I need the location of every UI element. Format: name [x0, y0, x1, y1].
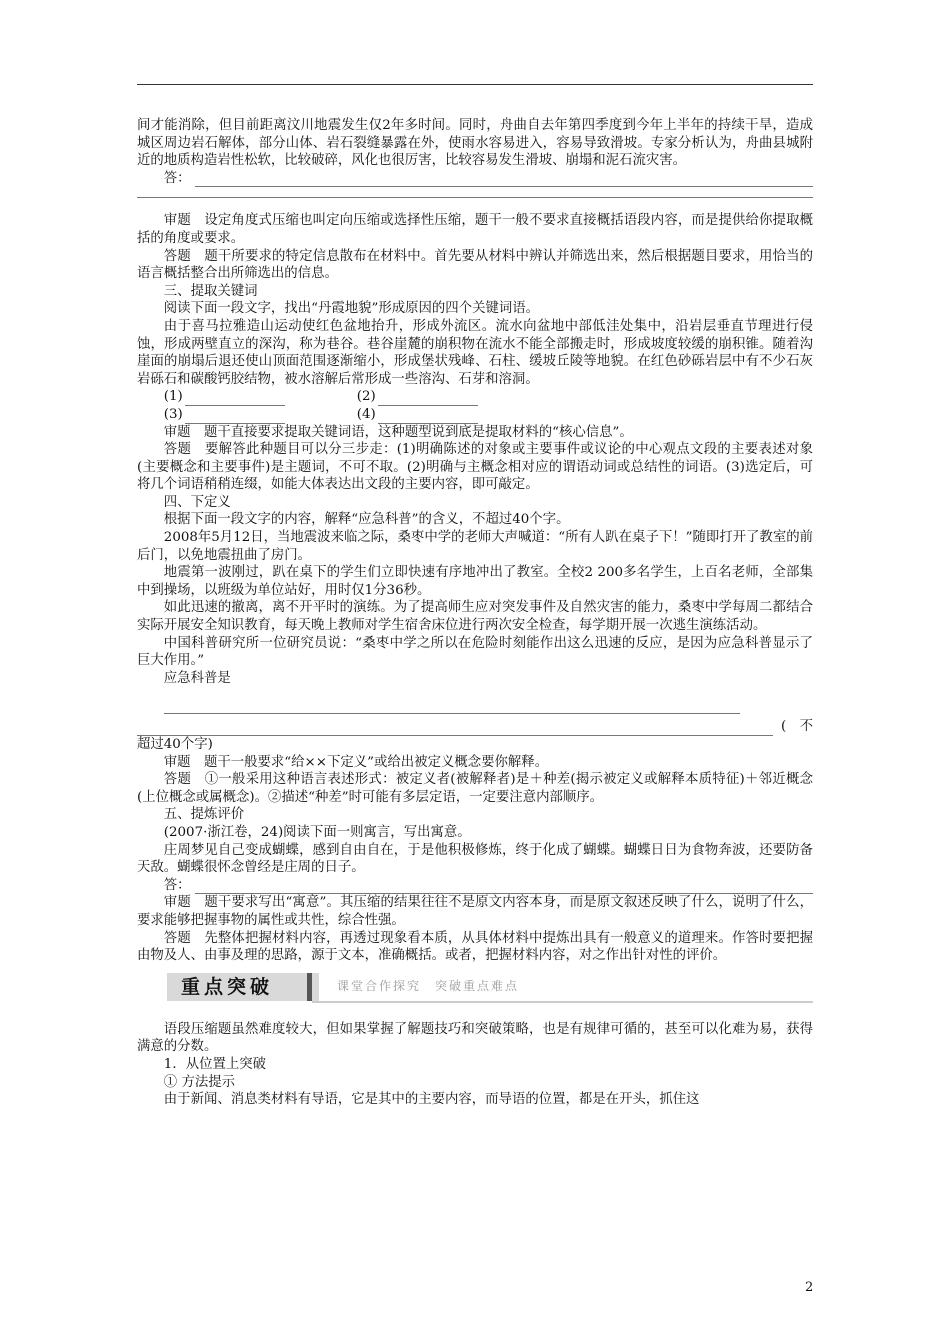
- paragraph: 答题 ①一般采用这种语言表述形式：被定义者(被解释者)是＋种差(揭示被定义或解释本质特征)＋邻近概念(上位概念或属概念)。②描述“种差”时可能有多层定语，一定要注意内部顺序。: [137, 772, 813, 805]
- banner-subtitle: 课堂合作探究 突破重点难点: [337, 978, 520, 993]
- keyword-blank-2[interactable]: [378, 391, 478, 406]
- sub-heading: ① 方法提示: [163, 1074, 236, 1090]
- paragraph: (2007·浙江卷，24)阅读下面一则寓言，写出寓意。: [163, 824, 471, 840]
- keyword-blanks-row-1: [137, 388, 813, 406]
- paragraph: 由于喜马拉雅造山运动使红色盆地抬升，形成外流区。流水向盆地中部低洼处集中，沿岩层垂直节理进行侵蚀，形成两壁直立的深沟，称为巷谷。巷谷崖麓的崩积物在流水不能全部搬走时，形成坡度较缓的崩积锥。随着沟崖面的崩塌后退还使山顶面范围逐渐缩小，形成堡状残峰、石柱、缓坡丘陵等地貌。在红色砂砾岩层中有不少石灰岩砾石和碳酸钙胶结物，被水溶解后常形成一些溶沟、石芽和溶洞。: [137, 318, 813, 387]
- paragraph: 审题 设定角度式压缩也叫定向压缩或选择性压缩，题干一般不要求直接概括语段内容，而是提供给你提取概括的角度或要求。: [137, 213, 813, 246]
- answer-line[interactable]: [137, 170, 813, 188]
- definition-blank-2[interactable]: [137, 721, 773, 736]
- paragraph: 答题 要解答此种题目可以分三步走：(1)明确陈述的对象或主要事件或议论的中心观点文段的主要表述对象(主要概念和主要事件)是主题词，不可不取。(2)明确与主概念相对应的谓语动词或总结性的词语。(3)选定后，可将几个词语稍稍连缀，如能大体表达出文段的主要内容，即可敲定。: [137, 442, 813, 493]
- blank-label: (2): [356, 389, 376, 405]
- paragraph: 间才能消除，但目前距离汶川地震发生仅2年多时间。同时，舟曲自去年第四季度到今年上半年的持续干旱，造成城区周边岩石解体，部分山体、岩石裂缝暴露在外，使雨水容易进入，容易导致滑坡。专家分析认为，舟曲县城附近的地质构造岩性松软，比较破碎，风化也很厉害，比较容易发生滑坡、崩塌和泥石流灾害。: [137, 118, 813, 169]
- paragraph: 应急科普是: [163, 670, 231, 686]
- banner-divider: [307, 973, 312, 1001]
- blank-label: (1): [163, 389, 183, 405]
- section-heading: 三、提取关键词: [163, 283, 258, 299]
- keyword-blanks-row-2: [137, 406, 813, 424]
- paragraph: 审题 题干一般要求“给××下定义”或给出被定义概念要你解释。: [163, 754, 549, 770]
- definition-note: ( 不: [780, 719, 813, 735]
- section-heading: 1．从位置上突破: [163, 1056, 267, 1072]
- paragraph: 如此迅速的撤离，离不开平时的演练。为了提高师生应对突发事件及自然灾害的能力，桑枣中学每周二都结合实际开展安全知识教育，每天晚上教师对学生宿舍床位进行两次安全检查，每学期开展一次逃生演练活动。: [137, 600, 813, 634]
- blank-label: (4): [356, 406, 376, 422]
- paragraph: 中国科普研究所一位研究员说：“桑枣中学之所以在危险时刻能作出这么迅速的反应，是因为应急科普显示了巨大作用。”: [137, 635, 813, 669]
- paragraph: 2008年5月12日，当地震波来临之际，桑枣中学的老师大声喊道：“所有人趴在桌子下！”随即打开了教室的前后门，以免地震扭曲了房门。: [137, 530, 813, 563]
- answer-label: 答：: [163, 170, 191, 186]
- answer-blank[interactable]: [195, 172, 813, 187]
- banner-stripe: [312, 1001, 813, 1003]
- paragraph: 答题 先整体把握材料内容，再透过现象看本质，从具体材料中提炼出具有一般意义的道理来。作答时要把握由物及人、由事及理的思路，源于文本，准确概括。或者，把握材料内容，对之作出针对性的评价。: [137, 930, 813, 964]
- paragraph: 审题 题干直接要求提取关键词语，这种题型说到底是提取材料的“核心信息”。: [163, 424, 633, 440]
- definition-line: [137, 718, 813, 736]
- keyword-blank-3[interactable]: [185, 409, 285, 424]
- page-number: 2: [805, 1280, 814, 1295]
- paragraph: 审题 题干要求写出“寓意”。其压缩的结果往往不是原文内容本身，而是原文叙述反映了什么，说明了什么，要求能够把握事物的属性或共性，综合性强。: [137, 895, 813, 928]
- definition-blank-1[interactable]: [164, 699, 740, 714]
- answer-line[interactable]: [137, 877, 813, 895]
- document-body: [137, 117, 813, 1109]
- paragraph: 超过40个字): [137, 737, 213, 752]
- blank-label: (3): [163, 406, 183, 422]
- keyword-blank-4[interactable]: [378, 409, 478, 424]
- paragraph: 根据下面一段文字的内容，解释“应急科普”的含义，不超过40个字。: [163, 512, 570, 528]
- answer-blank-2[interactable]: [137, 187, 813, 198]
- banner-title: 重点突破: [167, 973, 319, 1001]
- section-heading: 四、下定义: [163, 494, 231, 510]
- paragraph: 答题 题干所要求的特定信息散布在材料中。首先要从材料中辨认并筛选出来，然后根据题目要求，用恰当的语言概括整合出所筛选出的信息。: [137, 248, 813, 282]
- answer-blank[interactable]: [195, 879, 813, 894]
- section-heading: 五、提炼评价: [163, 807, 245, 823]
- keyword-blank-1[interactable]: [185, 391, 285, 406]
- paragraph: 地震第一波刚过，趴在桌下的学生们立即快速有序地冲出了教室。全校2 200多名学生，上百名老师，全部集中到操场，以班级为单位站好，用时仅1分36秒。: [137, 565, 813, 598]
- header-rule: [137, 84, 813, 85]
- paragraph: 语段压缩题虽然难度较大，但如果掌握了解题技巧和突破策略，也是有规律可循的，甚至可以化难为易，获得满意的分数。: [137, 1021, 813, 1055]
- paragraph: 阅读下面一段文字，找出“丹霞地貌”形成原因的四个关键词语。: [163, 301, 540, 317]
- answer-label: 答：: [163, 877, 191, 893]
- section-banner: [137, 973, 813, 1003]
- paragraph: 庄周梦见自己变成蝴蝶，感到自由自在，于是他积极修炼，终于化成了蝴蝶。蝴蝶日日为食物奔波，还要防备天敌。蝴蝶很怀念曾经是庄周的日子。: [137, 842, 813, 876]
- paragraph: 由于新闻、消息类材料有导语，它是其中的主要内容，而导语的位置，都是在开头，抓住这: [163, 1092, 700, 1108]
